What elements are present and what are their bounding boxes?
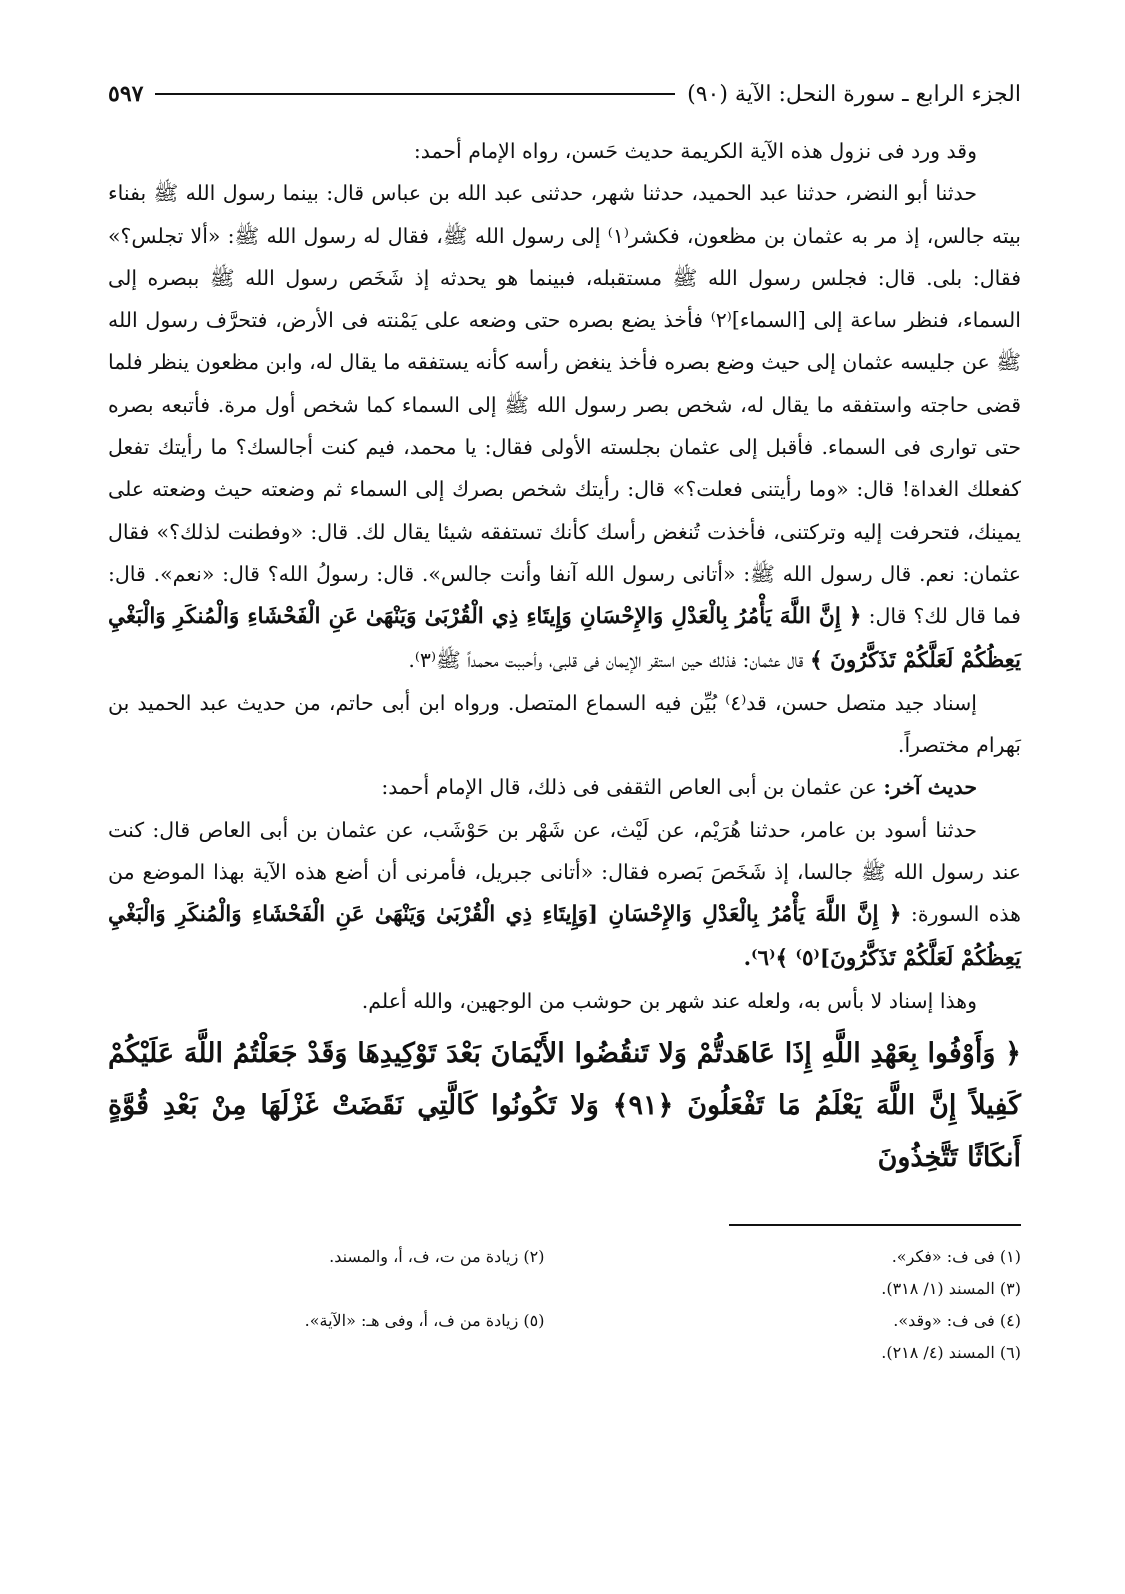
footnotes	[108, 1244, 1021, 1366]
main-text	[108, 130, 1021, 1022]
footnote-spacer-2	[108, 1340, 545, 1366]
running-header	[108, 72, 1021, 116]
quran-verse-91-92: ﴿ وَأَوْفُوا بِعَهْدِ اللَّهِ إِذَا عَاهَدتُّمْ وَلا تَنقُضُوا الأَيْمَانَ بَعْدَ تَوْكِيدِهَا وَقَدْ جَعَلْتُمُ اللَّهَ عَلَيْكُمْ كَفِيلاً إِنَّ اللَّهَ يَعْلَمُ مَا تَفْعَلُونَ ﴿٩١﴾ وَلا تَكُونُوا كَالَّتِي نَقَضَتْ غَزْلَهَا مِنْ بَعْدِ قُوَّةٍ أَنكَاثًا تَتَّخِذُونَ	[108, 1038, 1021, 1174]
paragraph-intro: وقد ورد فى نزول هذه الآية الكريمة حديث حَسن، رواه الإمام أحمد:	[413, 139, 977, 163]
footnote-3: (٣) المسند (١/ ٣١٨).	[881, 1279, 1021, 1299]
footnote-rule	[729, 1224, 1021, 1226]
footnote-2: (٢) زيادة من ت، ف، أ، والمسند.	[329, 1247, 545, 1267]
footnote-6: (٦) المسند (٤/ ٢١٨).	[881, 1343, 1021, 1363]
header-rule	[155, 93, 675, 95]
paragraph-hadith-2	[108, 809, 1021, 980]
quran-quote-90-second: ﴿ إِنَّ اللَّهَ يَأْمُرُ بِالْعَدْلِ وَالإِحْسَانِ [وَإِيتَاءِ ذِي الْقُرْبَىٰ وَيَنْهَىٰ عَنِ الْفَحْشَاءِ وَالْمُنكَرِ وَالْبَغْيِ يَعِظُكُمْ لَعَلَّكُمْ تَذَكَّرُونَ]⁽٥⁾ ﴾⁽٦⁾.	[108, 902, 1021, 971]
hadith-1-ending: قال عثمان: فذلك حين استقر الإيمان فى قلبى، وأحببت محمداً ﷺ⁽٣⁾.	[408, 647, 804, 672]
footnote-4: (٤) فى ف: «وقد».	[893, 1311, 1021, 1331]
page-number: ٥٩٧	[108, 81, 144, 107]
header-title: الجزء الرابع ـ سورة النحل: الآية (٩٠)	[687, 81, 1021, 107]
paragraph-another-hadith	[108, 766, 1021, 808]
footnote-1: (١) فى ف: «فكر».	[891, 1247, 1021, 1267]
another-hadith-intro: عن عثمان بن أبى العاص الثقفى فى ذلك، قال الإمام أحمد:	[381, 775, 877, 800]
quran-quote-90: ﴿ إِنَّ اللَّهَ يَأْمُرُ بِالْعَدْلِ وَالإِحْسَانِ وَإِيتَاءِ ذِي الْقُرْبَىٰ وَيَنْهَىٰ عَنِ الْفَحْشَاءِ وَالْمُنكَرِ وَالْبَغْيِ يَعِظُكُمْ لَعَلَّكُمْ تَذَكَّرُونَ ﴾	[108, 604, 1021, 673]
paragraph-isnad: إسناد جيد متصل حسن، قد⁽٤⁾ بُيِّن فيه السماع المتصل. ورواه ابن أبى حاتم، من حديث عبد الحميد بن بَهرام مختصراً.	[108, 690, 1021, 758]
hadith-1-text: حدثنا أبو النضر، حدثنا عبد الحميد، حدثنا شهر، حدثنى عبد الله بن عباس قال: بينما رسول الله ﷺ بفناء بيته جالس، إذ مر به عثمان بن مظعون، فكشر⁽١⁾ إلى رسول الله ﷺ، فقال له رسول الله ﷺ: «ألا تجلس؟» فقال: بلى. قال: فجلس رسول الله ﷺ مستقبله، فبينما هو يحدثه إذ شَخَص رسول الله ﷺ ببصره إلى السماء، فنظر ساعة إلى [السماء]⁽٢⁾ فأخذ يضع بصره حتى وضعه على يَمْنته فى الأرض، فتحرَّف رسول الله ﷺ عن جليسه عثمان إلى حيث وضع بصره فأخذ ينغض رأسه كأنه يستفقه ما يقال له، وابن مظعون ينظر فلما قضى حاجته واستفقه ما يقال له، شخص بصر رسول الله ﷺ إلى السماء كما شخص أول مرة. فأتبعه بصره حتى توارى فى السماء. فأقبل إلى عثمان بجلسته الأولى فقال: يا محمد، فيم كنت أجالسك؟ ما رأيتك تفعل كفعلك الغداة! قال: «وما رأيتنى فعلت؟» قال: رأيتك شخص بصرك إلى السماء ثم وضعته حيث وضعته على يمينك، فتحرفت إليه وتركتنى، فأخذت تُنغض رأسك كأنك تستفقه شيئا يقال لك. قال: «وفطنت لذلك؟» فقال عثمان: نعم. قال رسول الله ﷺ: «أتانى رسول الله آنفا وأنت جالس». قال: رسولُ الله؟ قال: «نعم». قال: فما قال لك؟ قال:	[108, 181, 1021, 629]
paragraph-conclusion: وهذا إسناد لا بأس به، ولعله عند شهر بن حوشب من الوجهين، والله أعلم.	[361, 988, 977, 1013]
footnote-5: (٥) زيادة من ف، أ، وفى هـ: «الآية».	[304, 1311, 545, 1331]
another-hadith-heading: حديث آخر:	[883, 775, 977, 800]
hadith-2-text: حدثنا أسود بن عامر، حدثنا هُرَيْم، عن لَيْث، عن شَهْر بن حَوْشَب، عن عثمان بن أبى العاص قال: كنت عند رسول الله ﷺ جالسا، إذ شَخَصَ بَصره فقال: «أتانى جبريل، فأمرنى أن أضع هذه الآية بهذا الموضع من هذه السورة:	[108, 817, 1021, 927]
footnote-spacer-1	[108, 1276, 545, 1302]
paragraph-hadith-1	[108, 172, 1021, 682]
